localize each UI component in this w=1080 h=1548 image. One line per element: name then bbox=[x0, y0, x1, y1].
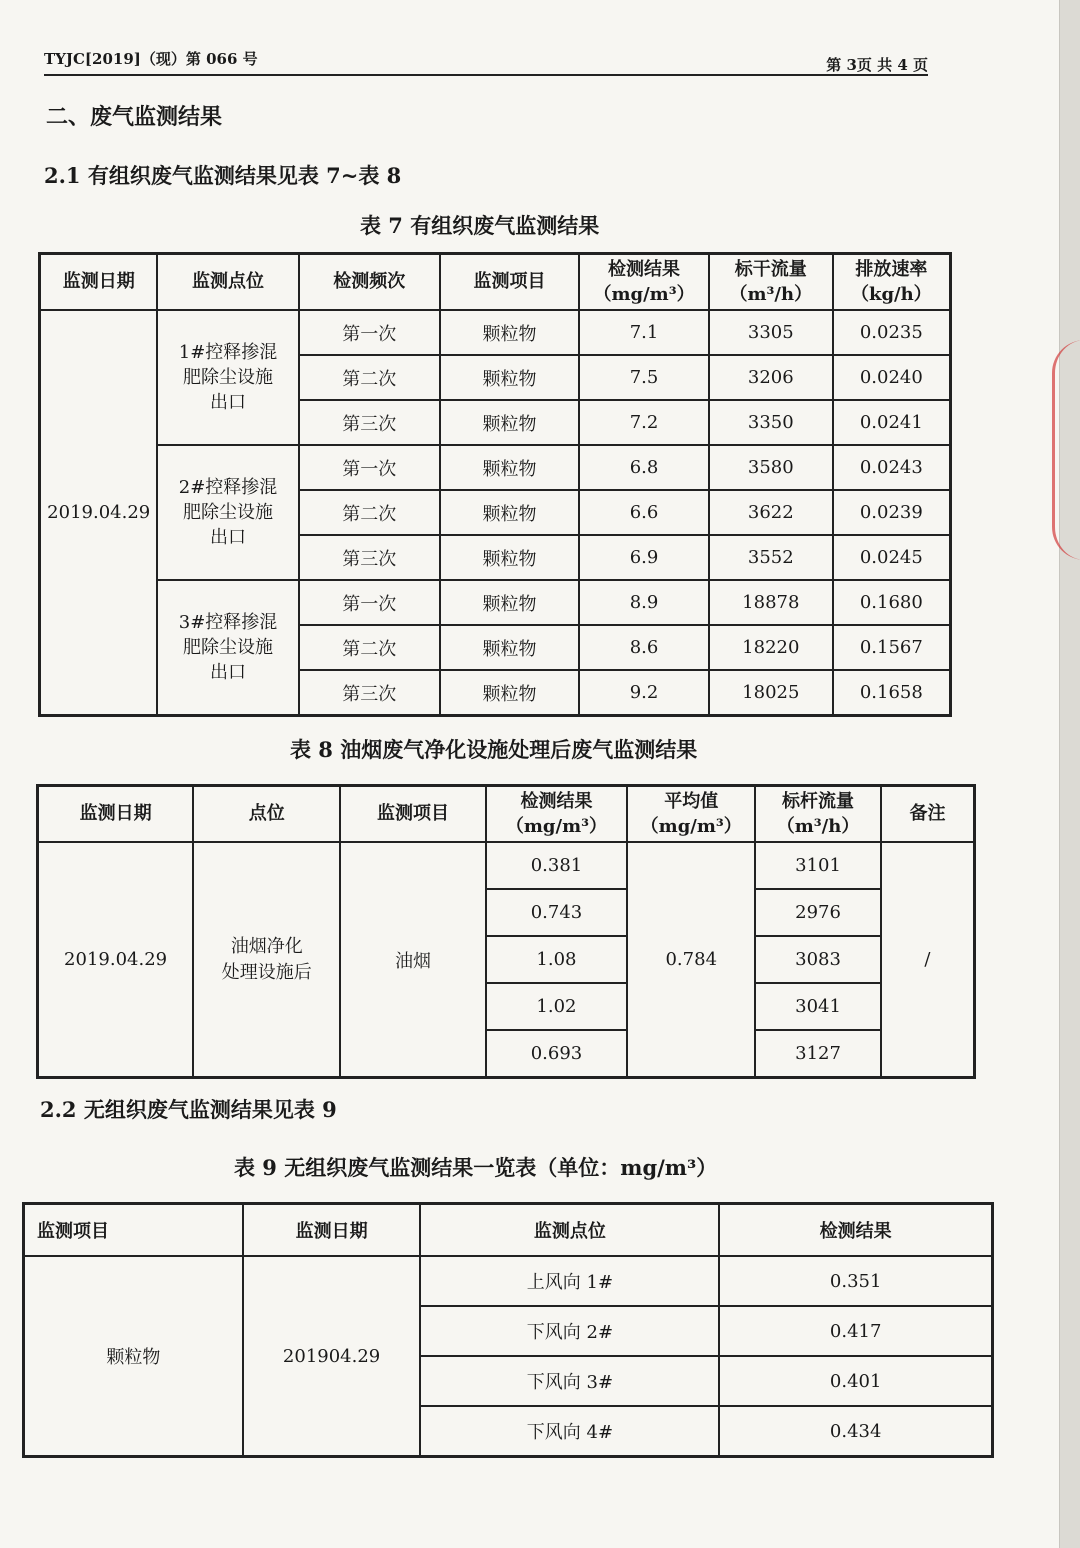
subsection-title-2: 2.2 无组织废气监测结果见表 9 bbox=[40, 1097, 337, 1122]
table9-caption: 表 9 无组织废气监测结果一览表（单位：mg/m³） bbox=[234, 1155, 718, 1180]
table8-header-row bbox=[38, 786, 975, 843]
table-cell: 3552 bbox=[709, 535, 833, 580]
table8-body bbox=[38, 842, 975, 1078]
table9-header-row bbox=[24, 1204, 993, 1257]
result-cell: 1.02 bbox=[486, 983, 628, 1030]
table7 bbox=[38, 252, 952, 717]
table-row bbox=[40, 445, 951, 490]
table8-header-cell: 备注 bbox=[881, 786, 975, 843]
table9 bbox=[22, 1202, 994, 1458]
table8-caption: 表 8 油烟废气净化设施处理后废气监测结果 bbox=[290, 737, 698, 762]
table-cell: 第三次 bbox=[299, 400, 440, 445]
table-cell: 18220 bbox=[709, 625, 833, 670]
result-cell: 0.434 bbox=[719, 1406, 992, 1457]
table-cell: 第二次 bbox=[299, 625, 440, 670]
table-cell: 0.0243 bbox=[833, 445, 951, 490]
table9-header-cell: 监测点位 bbox=[420, 1204, 719, 1257]
monitoring-point-cell: 下风向 3# bbox=[420, 1356, 719, 1406]
monitoring-point-cell: 上风向 1# bbox=[420, 1256, 719, 1306]
table-cell: 9.2 bbox=[579, 670, 709, 716]
table-cell: 3622 bbox=[709, 490, 833, 535]
table-cell: 颗粒物 bbox=[440, 670, 579, 716]
table-cell: 3206 bbox=[709, 355, 833, 400]
table-cell: 7.2 bbox=[579, 400, 709, 445]
table-cell: 6.6 bbox=[579, 490, 709, 535]
table-cell: 3350 bbox=[709, 400, 833, 445]
table-cell: 18025 bbox=[709, 670, 833, 716]
monitoring-date-cell: 201904.29 bbox=[243, 1256, 421, 1457]
monitoring-point-cell: 下风向 2# bbox=[420, 1306, 719, 1356]
table-cell: 3580 bbox=[709, 445, 833, 490]
table-cell: 0.1658 bbox=[833, 670, 951, 716]
result-cell: 0.417 bbox=[719, 1306, 992, 1356]
page-number: 第 3页 共 4 页 bbox=[826, 56, 928, 74]
table7-header-cell: 监测项目 bbox=[440, 254, 579, 311]
table-cell: 0.0240 bbox=[833, 355, 951, 400]
table7-header-cell: 标干流量 （m³/h） bbox=[709, 254, 833, 311]
table-cell: 6.9 bbox=[579, 535, 709, 580]
table-row bbox=[24, 1256, 993, 1306]
table-cell: 第二次 bbox=[299, 490, 440, 535]
table7-body bbox=[40, 310, 951, 716]
table-row bbox=[40, 310, 951, 355]
table-cell: 第三次 bbox=[299, 670, 440, 716]
table-cell: 0.1680 bbox=[833, 580, 951, 625]
table8 bbox=[36, 784, 976, 1079]
flow-cell: 3127 bbox=[755, 1030, 881, 1078]
table-cell: 0.1567 bbox=[833, 625, 951, 670]
table7-header-cell: 监测日期 bbox=[40, 254, 158, 311]
table-cell: 第一次 bbox=[299, 445, 440, 490]
table7-header-row bbox=[40, 254, 951, 311]
table-cell: 7.1 bbox=[579, 310, 709, 355]
table-row bbox=[38, 842, 975, 889]
table7-header-cell: 排放速率 （kg/h） bbox=[833, 254, 951, 311]
red-seal-stamp bbox=[1052, 340, 1080, 560]
monitoring-point-cell: 1#控释掺混 肥除尘设施 出口 bbox=[157, 310, 298, 445]
monitoring-item-cell: 油烟 bbox=[340, 842, 485, 1078]
table8-header-cell: 点位 bbox=[193, 786, 340, 843]
table8-header-cell: 监测项目 bbox=[340, 786, 485, 843]
table7-header-cell: 检测结果 （mg/m³） bbox=[579, 254, 709, 311]
flow-cell: 3083 bbox=[755, 936, 881, 983]
table-row bbox=[40, 580, 951, 625]
table-cell: 18878 bbox=[709, 580, 833, 625]
monitoring-date-cell: 2019.04.29 bbox=[40, 310, 158, 716]
monitoring-point-cell: 油烟净化 处理设施后 bbox=[193, 842, 340, 1078]
result-cell: 1.08 bbox=[486, 936, 628, 983]
table7-header-cell: 监测点位 bbox=[157, 254, 298, 311]
monitoring-item-cell: 颗粒物 bbox=[24, 1256, 243, 1457]
table-cell: 8.6 bbox=[579, 625, 709, 670]
table-cell: 第三次 bbox=[299, 535, 440, 580]
remark-cell: / bbox=[881, 842, 975, 1078]
table7-caption: 表 7 有组织废气监测结果 bbox=[360, 213, 600, 238]
table-cell: 颗粒物 bbox=[440, 625, 579, 670]
table-cell: 3305 bbox=[709, 310, 833, 355]
table8-header-cell: 标杆流量 （m³/h） bbox=[755, 786, 881, 843]
table9-body bbox=[24, 1256, 993, 1457]
table9-header-cell: 监测项目 bbox=[24, 1204, 243, 1257]
table-cell: 颗粒物 bbox=[440, 535, 579, 580]
monitoring-point-cell: 2#控释掺混 肥除尘设施 出口 bbox=[157, 445, 298, 580]
table9-header-cell: 监测日期 bbox=[243, 1204, 421, 1257]
table-cell: 颗粒物 bbox=[440, 580, 579, 625]
monitoring-date-cell: 2019.04.29 bbox=[38, 842, 194, 1078]
table-cell: 颗粒物 bbox=[440, 445, 579, 490]
flow-cell: 2976 bbox=[755, 889, 881, 936]
table-cell: 颗粒物 bbox=[440, 310, 579, 355]
table-cell: 第一次 bbox=[299, 310, 440, 355]
page-edge bbox=[1059, 0, 1080, 1548]
page-header bbox=[44, 44, 928, 76]
table-cell: 第一次 bbox=[299, 580, 440, 625]
table8-header-cell: 监测日期 bbox=[38, 786, 194, 843]
table-cell: 8.9 bbox=[579, 580, 709, 625]
result-cell: 0.693 bbox=[486, 1030, 628, 1078]
table-cell: 颗粒物 bbox=[440, 490, 579, 535]
table-cell: 第二次 bbox=[299, 355, 440, 400]
table8-header-cell: 检测结果 （mg/m³） bbox=[486, 786, 628, 843]
table-cell: 6.8 bbox=[579, 445, 709, 490]
table-cell: 颗粒物 bbox=[440, 400, 579, 445]
flow-cell: 3041 bbox=[755, 983, 881, 1030]
monitoring-point-cell: 3#控释掺混 肥除尘设施 出口 bbox=[157, 580, 298, 716]
table-cell: 颗粒物 bbox=[440, 355, 579, 400]
result-cell: 0.743 bbox=[486, 889, 628, 936]
table-cell: 0.0239 bbox=[833, 490, 951, 535]
table-cell: 0.0241 bbox=[833, 400, 951, 445]
table-cell: 0.0235 bbox=[833, 310, 951, 355]
table8-header-cell: 平均值 （mg/m³） bbox=[627, 786, 755, 843]
document-number: TYJC[2019]（现）第 066 号 bbox=[44, 50, 258, 68]
table7-header-cell: 检测频次 bbox=[299, 254, 440, 311]
result-cell: 0.381 bbox=[486, 842, 628, 889]
flow-cell: 3101 bbox=[755, 842, 881, 889]
monitoring-point-cell: 下风向 4# bbox=[420, 1406, 719, 1457]
table-cell: 7.5 bbox=[579, 355, 709, 400]
result-cell: 0.401 bbox=[719, 1356, 992, 1406]
table9-header-cell: 检测结果 bbox=[719, 1204, 992, 1257]
subsection-title-1: 2.1 有组织废气监测结果见表 7~表 8 bbox=[44, 163, 402, 188]
section-title: 二、废气监测结果 bbox=[46, 104, 223, 130]
average-cell: 0.784 bbox=[627, 842, 755, 1078]
table-cell: 0.0245 bbox=[833, 535, 951, 580]
result-cell: 0.351 bbox=[719, 1256, 992, 1306]
